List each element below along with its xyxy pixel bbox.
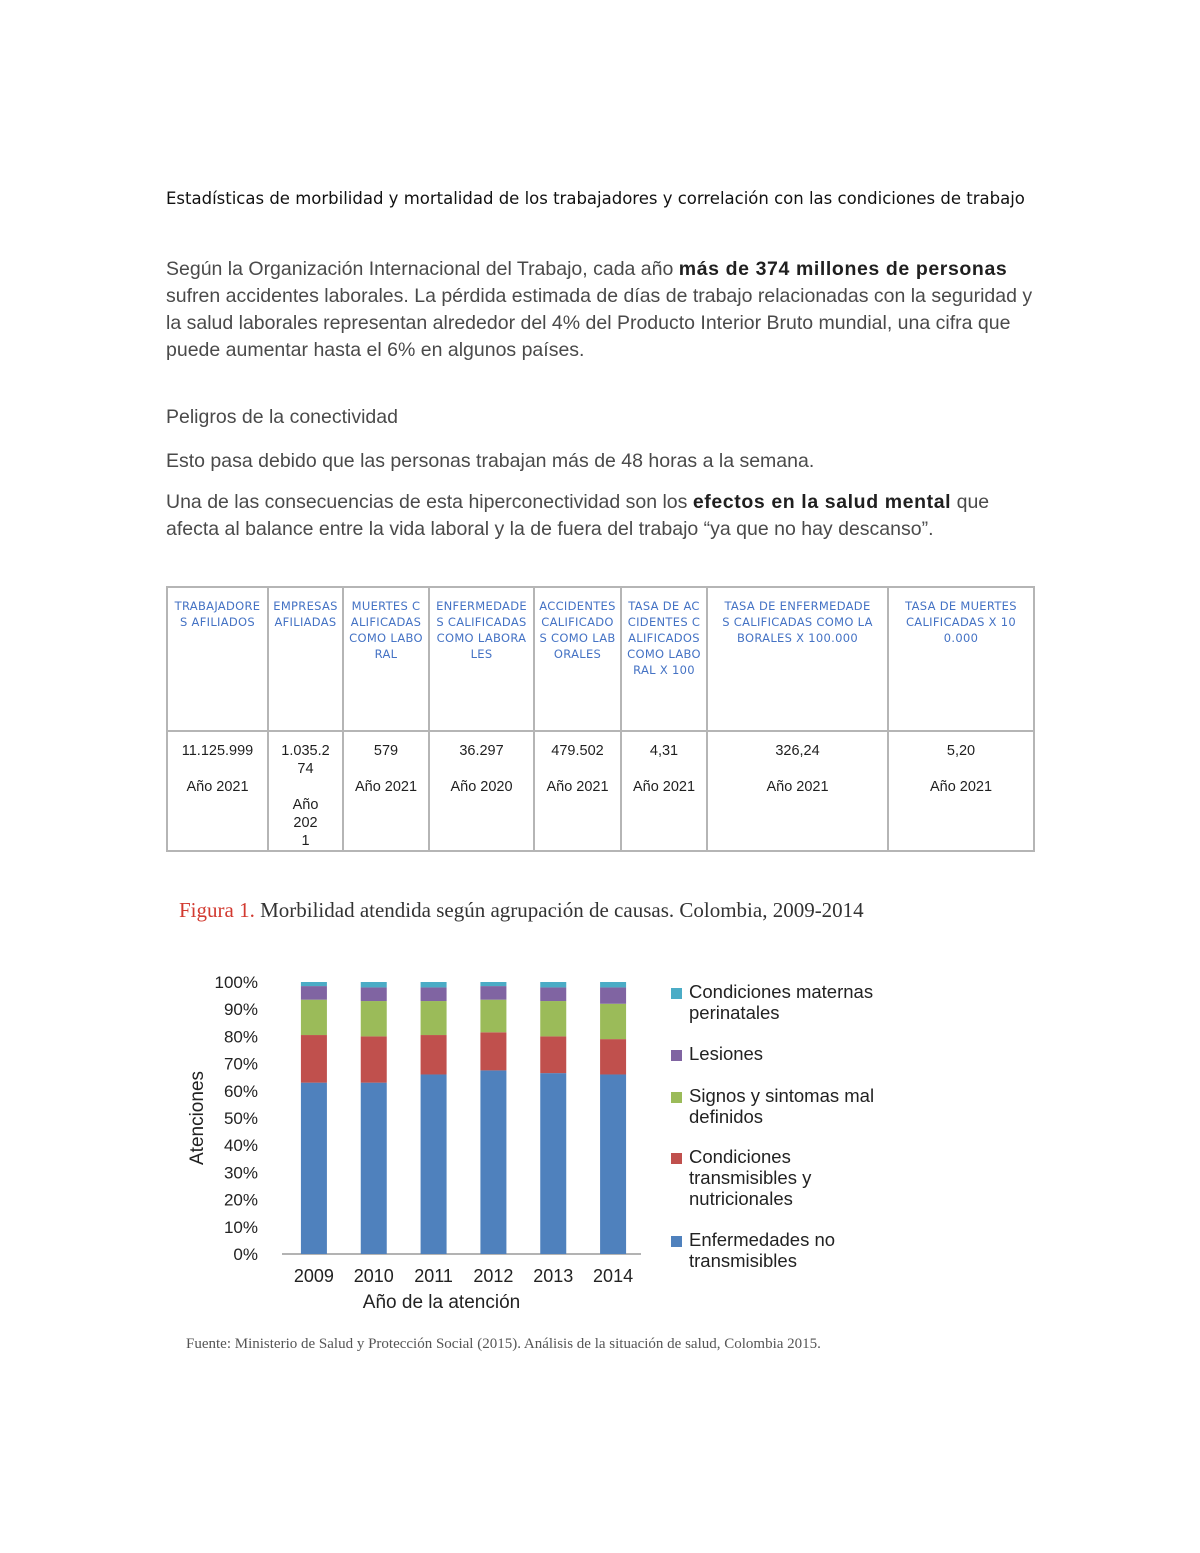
bar-segment <box>421 1035 447 1074</box>
bar-segment <box>540 1001 566 1036</box>
bar-segment <box>600 987 626 1003</box>
legend-label: Lesiones <box>689 1043 764 1064</box>
x-axis-label: Año de la atención <box>362 1292 521 1313</box>
paragraph-peligros: Peligros de la conectividad <box>166 406 398 428</box>
bar-segment <box>540 1073 566 1254</box>
bar-segment <box>540 982 566 987</box>
y-tick-label: 0% <box>233 1245 258 1264</box>
table-header-cell: TASA DE ENFERMEDADES CALIFICADAS COMO LABORALES X 100.000 <box>707 587 888 731</box>
bar-segment <box>301 1083 327 1254</box>
table-header-cell: EMPRESAS AFILIADAS <box>268 587 343 731</box>
bar-segment <box>361 987 387 1001</box>
table-cell: 4,31 Año 2021 <box>621 731 707 851</box>
paragraph-horas: Esto pasa debido que las personas trabajan más de 48 horas a la semana. <box>166 450 815 472</box>
bar-segment <box>361 1083 387 1254</box>
bar-segment <box>480 1000 506 1033</box>
legend-label: Signos y sintomas mal definidos <box>689 1085 875 1127</box>
bar-segment <box>361 982 387 987</box>
legend-label: Enfermedades no transmisibles <box>689 1229 836 1271</box>
bar-segment <box>600 1074 626 1254</box>
table-cell: 5,20 Año 2021 <box>888 731 1034 851</box>
table-header-cell: TASA DE ACCIDENTES CALIFICADOS COMO LABORAL X 100 <box>621 587 707 731</box>
bar-segment <box>361 1036 387 1082</box>
table-cell: 579 Año 2021 <box>343 731 429 851</box>
x-tick-label: 2012 <box>473 1266 514 1286</box>
table-cell: 36.297 Año 2020 <box>429 731 534 851</box>
table-cell: 11.125.999 Año 2021 <box>167 731 268 851</box>
page-heading: Estadísticas de morbilidad y mortalidad de los trabajadores y correlación con las condiciones de trabajo <box>166 189 1025 208</box>
x-tick-label: 2009 <box>293 1266 334 1286</box>
x-tick-label: 2011 <box>414 1266 453 1286</box>
y-tick-label: 50% <box>223 1109 258 1128</box>
bar-segment <box>600 982 626 987</box>
paragraph-hiperconectividad: Una de las consecuencias de esta hiperconectividad son los efectos en la salud mental que afecta al balance entre la vida laboral y la de fuera del trabajo “ya que no hay descanso”. <box>166 491 990 540</box>
legend-swatch <box>671 1050 682 1061</box>
bar-segment <box>421 982 447 987</box>
x-tick-label: 2010 <box>353 1266 394 1286</box>
legend-swatch <box>671 1236 682 1247</box>
bar-segment <box>301 982 327 986</box>
table-header-cell: TASA DE MUERTES CALIFICADAS X 100.000 <box>888 587 1034 731</box>
bar-segment <box>480 986 506 1000</box>
bar-segment <box>361 1001 387 1036</box>
y-tick-label: 30% <box>223 1163 258 1183</box>
paragraph-oit: Según la Organización Internacional del Trabajo, cada año más de 374 millones de personas sufren accidentes laborales. La pérdida estimada de días de trabajo relacionadas con la seguridad y la salud laborales representan alrededor del 4% del Producto Interior Bruto mundial, una cifra que puede aumentar hasta el 6% en algunos países. <box>166 258 1033 361</box>
bar-segment <box>540 987 566 1001</box>
bar-segment <box>480 1070 506 1254</box>
y-axis-label: Atenciones <box>187 1070 208 1166</box>
y-tick-label: 10% <box>223 1217 258 1237</box>
bar-segment <box>540 1036 566 1073</box>
bar-segment <box>301 986 327 1000</box>
y-tick-label: 20% <box>223 1190 258 1210</box>
table-header-cell: ACCIDENTES CALIFICADOS COMO LABORALES <box>534 587 621 731</box>
y-tick-label: 70% <box>223 1054 258 1074</box>
figure-source: Fuente: Ministerio de Salud y Protección Social (2015). Análisis de la situación de salud, Colombia 2015. <box>186 1336 821 1352</box>
y-tick-label: 60% <box>223 1081 258 1101</box>
table-cell: 326,24 Año 2021 <box>707 731 888 851</box>
y-tick-label: 90% <box>223 1000 258 1020</box>
table-header-cell: MUERTES CALIFICADAS COMO LABORAL <box>343 587 429 731</box>
figure-title: Figura 1. Morbilidad atendida según agrupación de causas. Colombia, 2009-2014 <box>179 898 864 922</box>
y-tick-label: 100% <box>214 973 258 992</box>
legend-swatch <box>671 1092 682 1103</box>
bar-segment <box>421 987 447 1001</box>
bar-segment <box>421 1074 447 1254</box>
table-cell: 1.035.274 Año 2021 <box>268 731 343 851</box>
bar-segment <box>421 1001 447 1035</box>
morbidity-chart <box>176 962 916 1322</box>
table-header-cell: ENFERMEDADES CALIFICADAS COMO LABORALES <box>429 587 534 731</box>
bar-segment <box>600 1039 626 1074</box>
bar-segment <box>480 982 506 986</box>
y-tick-label: 40% <box>223 1136 258 1156</box>
bar-segment <box>301 1035 327 1083</box>
bar-segment <box>301 1000 327 1035</box>
bar-segment <box>600 1004 626 1039</box>
bar-segment <box>480 1032 506 1070</box>
legend-swatch <box>671 988 682 999</box>
x-tick-label: 2014 <box>593 1266 634 1286</box>
legend-label: Condiciones transmisibles y nutricionales <box>689 1146 812 1209</box>
legend-swatch <box>671 1153 682 1164</box>
y-tick-label: 80% <box>223 1027 258 1047</box>
table-header-cell: TRABAJADORES AFILIADOS <box>167 587 268 731</box>
legend-label: Condiciones maternas perinatales <box>689 981 874 1023</box>
x-tick-label: 2013 <box>533 1266 574 1286</box>
statistics-table <box>166 586 1035 852</box>
table-cell: 479.502 Año 2021 <box>534 731 621 851</box>
